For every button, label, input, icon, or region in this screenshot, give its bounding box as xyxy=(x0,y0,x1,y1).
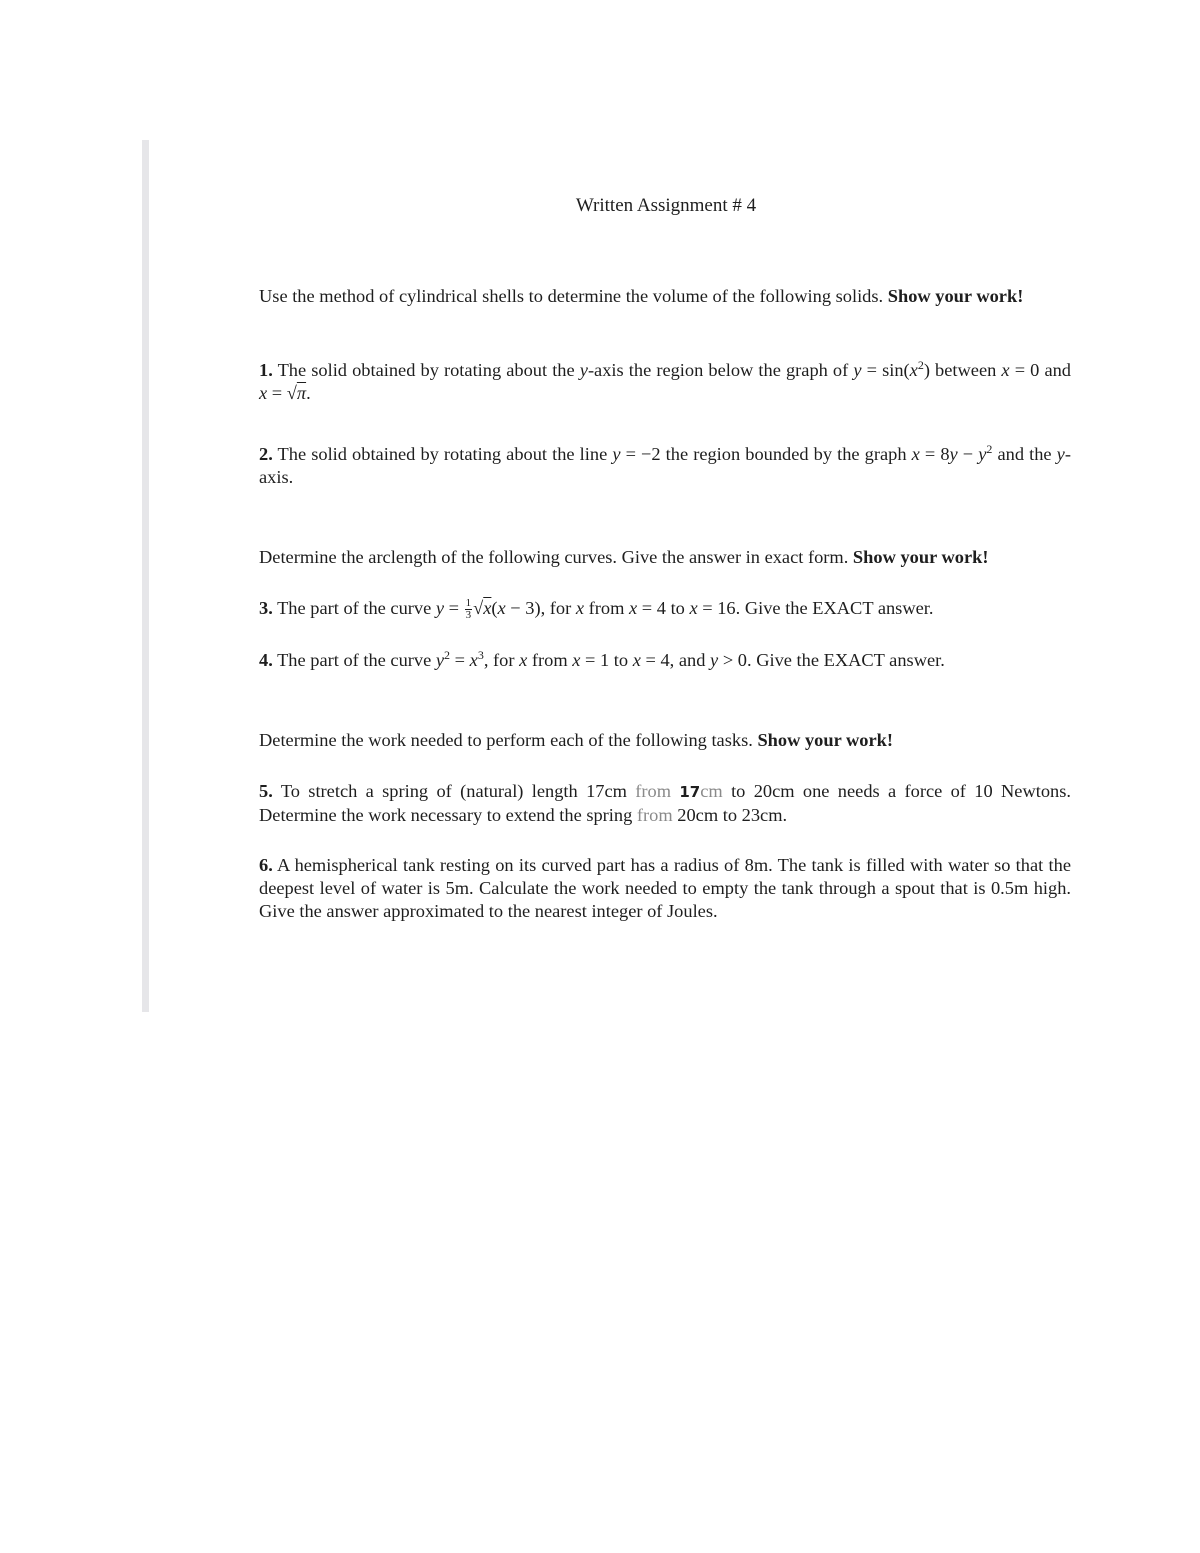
problem-2: 2. The solid obtained by rotating about the line y = −2 the region bounded by the graph $x = 8y - y^2$ and the y-axis. xyxy=(259,441,1071,487)
intro-text: Determine the arclength of the following curves. Give the answer in exact form. xyxy=(259,547,849,567)
sqrt-symbol: √ xyxy=(473,598,484,618)
problem-number: 1. xyxy=(259,360,273,380)
problem-number: 2. xyxy=(259,444,273,464)
intro-text: Use the method of cylindrical shells to determine the volume of the following solids. xyxy=(259,286,884,306)
section-intro-work xyxy=(259,729,1071,752)
problem-number: 4. xyxy=(259,650,273,670)
problem-1: 1. The solid obtained by rotating about the y-axis the region below the graph of $y = \sin(x^2)$ between x = 0 and x = √π. xyxy=(259,357,1071,403)
handwritten-mark: 17 xyxy=(679,783,701,801)
problem-number: 3. xyxy=(259,598,273,618)
problem-number: 6. xyxy=(259,855,273,875)
page-title: Written Assignment # 4 xyxy=(575,195,757,216)
show-work-emphasis: Show your work! xyxy=(887,286,1024,306)
show-work-emphasis: Show your work! xyxy=(852,547,989,567)
problem-4: 4. The part of the curve $y^2 = x^3$, for x from x = 1 to x = 4, and y > 0. Give the EXACT answer. xyxy=(259,647,945,670)
page-left-edge xyxy=(142,140,149,1012)
problem-3: 3. The part of the curve y = $\frac{1}{3}$ √x(x − 3), for x from x = 4 to x = 16. Give the EXACT answer. xyxy=(259,596,934,621)
sqrt-symbol: √ xyxy=(286,383,297,403)
problem-number: 5. xyxy=(259,781,273,801)
problem-6: 6. A hemispherical tank resting on its curved part has a radius of 8m. The tank is filled with water so that the deepest level of water is 5m. Calculate the work needed to empty the tank through a spout that is 0.5m high. Give the answer approximated to the nearest integer of Joules. xyxy=(259,855,1071,921)
intro-text: Determine the work needed to perform each of the following tasks. xyxy=(259,730,753,750)
show-work-emphasis: Show your work! xyxy=(757,730,894,750)
section-intro-arclength xyxy=(259,546,1071,569)
section-intro-shells xyxy=(259,285,1071,308)
problem-5: 5. To stretch a spring of (natural) length 17cm from 17cm to 20cm one needs a force of 10 Newtons. Determine the work necessary to extend the spring from 20cm to 23cm. xyxy=(259,781,1071,825)
fraction: $\frac{1}{3}$ xyxy=(465,596,472,621)
